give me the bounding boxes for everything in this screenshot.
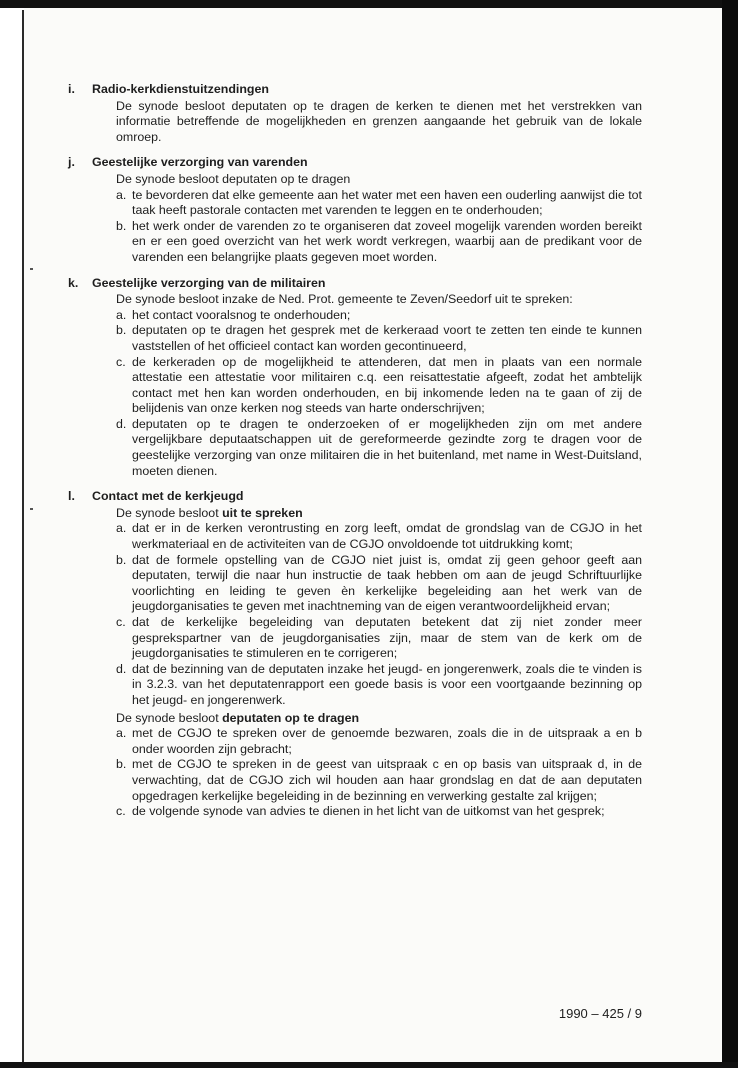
item-letter: c.	[116, 804, 126, 819]
item-text: met de CGJO te spreken over de genoemde bezwaren, zoals die in de uitspraak a en b onder woorden zijn gebracht;	[132, 726, 642, 756]
list-item	[116, 308, 642, 324]
list-item	[116, 417, 642, 479]
list-item	[116, 615, 642, 662]
list-item	[116, 521, 642, 552]
item-letter: b.	[116, 218, 127, 233]
section-intro: De synode besloot deputaten op te dragen	[116, 171, 351, 186]
item-letter: a.	[116, 726, 127, 741]
intro-bold: uit te spreken	[222, 505, 303, 520]
section-k	[68, 275, 642, 480]
scan-border-right	[722, 0, 738, 1068]
section-heading	[68, 82, 642, 98]
section-title: Geestelijke verzorging van varenden	[92, 155, 308, 170]
section-heading	[68, 155, 642, 171]
list-item	[116, 804, 642, 820]
list-item	[116, 553, 642, 615]
list-item	[116, 726, 642, 757]
item-text: de kerkeraden op de mogelijkheid te attenderen, dat men in plaats van een normale attestatie een attestatie voor militairen c.q. een reisattestatie afgeeft, zodat het ambtelijk contact met hen kan worden onderhouden, en bij inkomende leden na te gaan of zij de belijdenis van onze kerken nog steeds van harte onderschrijven;	[132, 354, 642, 416]
intro-plain: De synode besloot	[116, 505, 219, 520]
margin-mark	[30, 508, 33, 510]
intro-bold: deputaten op te dragen	[222, 710, 360, 725]
item-letter: a.	[116, 307, 127, 322]
item-letter: c.	[116, 354, 126, 369]
item-letter: b.	[116, 323, 127, 338]
section-intro-2	[116, 711, 642, 727]
item-letter: a.	[116, 187, 127, 202]
item-letter: b.	[116, 552, 127, 567]
section-title: Geestelijke verzorging van de militairen	[92, 275, 326, 290]
page-number: 1990 – 425 / 9	[558, 1006, 642, 1021]
item-text: dat de kerkelijke begeleiding van deputaten betekent dat zij niet zonder meer gesprekspartner van de jeugdorganisaties zijn, maar de stem van de kerk om de jeugdorganisaties te stimuleren en te corrigeren;	[132, 615, 642, 661]
section-letter: i.	[68, 82, 75, 96]
item-letter: b.	[116, 757, 127, 772]
section-letter: j.	[68, 155, 75, 170]
section-heading	[68, 275, 642, 292]
scan-border-bottom	[0, 1062, 738, 1068]
list-item	[116, 662, 642, 709]
item-text: te bevorderen dat elke gemeente aan het water met een haven een ouderling aanwijst die tot taak heeft pastorale contacten met varenden te leggen en te onderhouden;	[132, 187, 642, 218]
intro-plain: De synode besloot	[116, 710, 219, 725]
section-title: Radio-kerkdienstuitzendingen	[92, 82, 269, 96]
section-j	[68, 155, 642, 265]
item-letter: a.	[116, 521, 127, 536]
item-text: met de CGJO te spreken in de geest van uitspraak c en op basis van uitspraak d, in de verwachting, dat de CGJO zich wil houden aan haar grondslag en dat de aan deputaten opgedragen kerkelijke begeleiding in de bezinning en verwerking gestalte zal krijgen;	[132, 757, 642, 803]
item-text: deputaten op te dragen te onderzoeken of er mogelijkheden zijn om met andere vergelijkbare deputaatschappen uit de gereformeerde gezindte zorg te dragen voor de geestelijke verzorging van onze militairen die in het buitenland, met name in West-Duitsland, moeten dienen.	[132, 416, 642, 478]
section-l	[68, 489, 642, 819]
list-item	[116, 757, 642, 804]
section-intro: De synode besloot inzake de Ned. Prot. gemeente te Zeven/Seedorf uit te spreken:	[116, 292, 573, 307]
section-intro: De synode besloot deputaten op te dragen de kerken te dienen met het verstrekken van informatie betreffende de mogelijkheden en grenzen aangaande het gebruik van de lokale omroep.	[116, 98, 642, 144]
item-text: dat er in de kerken verontrusting en zorg leeft, omdat de grondslag van de CGJO in het werkmateriaal en de activiteiten van de CGJO onvoldoende tot uitdrukking komt;	[132, 521, 642, 552]
section-letter: k.	[68, 275, 79, 290]
item-text: dat de bezinning van de deputaten inzake het jeugd- en jongerenwerk, zoals die te vinden is in 3.2.3. van het deputatenrapport een goede basis is voor een voortgaande bezinning op het jeugd- en jongerenwerk.	[132, 661, 642, 707]
section-intro	[116, 506, 642, 522]
list-item	[116, 355, 642, 417]
section-heading	[68, 489, 642, 505]
item-text: het contact vooralsnog te onderhouden;	[132, 307, 351, 322]
list-item	[116, 219, 642, 266]
list-item	[116, 188, 642, 219]
item-letter: c.	[116, 615, 126, 629]
section-letter: l.	[68, 489, 75, 504]
item-letter: d.	[116, 661, 127, 676]
scan-border-left	[22, 10, 24, 1062]
item-text: deputaten op te dragen het gesprek met de kerkeraad voort te zetten ten einde te kunnen vaststellen of het officieel contact kan worden gecontinueerd,	[132, 323, 642, 353]
item-text: de volgende synode van advies te dienen in het licht van de uitkomst van het gesprek;	[132, 804, 605, 819]
document-body	[68, 82, 642, 830]
margin-mark	[30, 268, 33, 270]
scan-border-top	[0, 0, 738, 8]
section-i	[68, 82, 642, 145]
list-item	[116, 323, 642, 354]
item-text: het werk onder de varenden zo te organiseren dat zoveel mogelijk varenden worden bereikt en er een goed overzicht van het werk wordt verkregen, waarbij aan de predikant voor de varenden een belangrijke plaats gegeven moet worden.	[132, 218, 642, 264]
item-letter: d.	[116, 416, 127, 431]
item-text: dat de formele opstelling van de CGJO niet juist is, omdat zij geen gehoor geeft aan deputaten, terwijl die naar hun instructie de taak hebben om aan de jeugd Schriftuurlijke voorlichting en leiding te geven èn kerkelijke begeleiding aan het werk van de jeugdorganisaties te geven met inachtneming van de eigen verantwoordelijkheid ervan;	[132, 552, 642, 614]
section-title: Contact met de kerkjeugd	[92, 489, 244, 504]
